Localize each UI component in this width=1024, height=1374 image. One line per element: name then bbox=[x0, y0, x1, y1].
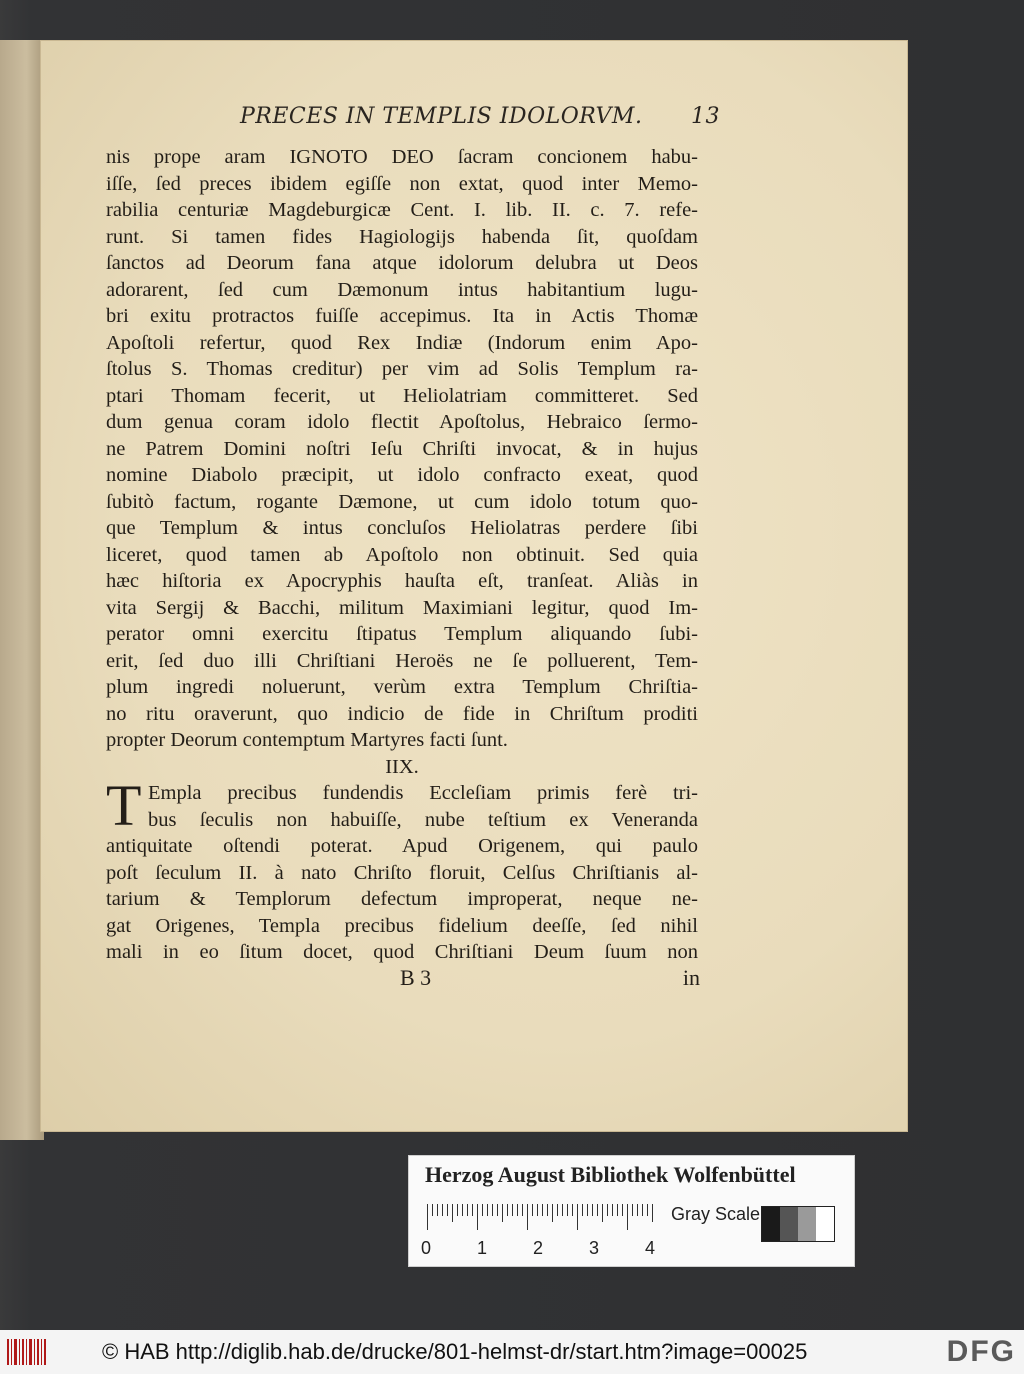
ruler-tick bbox=[522, 1204, 523, 1216]
ruler-tick bbox=[562, 1204, 563, 1216]
ruler-tick bbox=[577, 1204, 578, 1230]
ruler-tick bbox=[647, 1204, 648, 1216]
section-paragraph bbox=[106, 773, 698, 966]
text-line: ſanctos ad Deorum fana atque idolorum delubra ut Deos bbox=[106, 252, 698, 274]
catchword: in bbox=[682, 965, 700, 990]
text-line: rabilia centuriæ Magdeburgicæ Cent. I. lib. II. c. 7. refe- bbox=[106, 199, 698, 221]
barcode-icon bbox=[6, 1337, 48, 1367]
running-head-title: PRECES IN TEMPLIS IDOLORVM. bbox=[240, 104, 643, 129]
ruler-tick bbox=[477, 1204, 478, 1230]
ruler-tick bbox=[632, 1204, 633, 1216]
text-line: propter Deorum contemptum Martyres facti ſunt. bbox=[106, 729, 508, 751]
book-page bbox=[40, 40, 908, 1132]
ruler-tick bbox=[482, 1204, 483, 1216]
ruler-tick bbox=[587, 1204, 588, 1216]
text-line: ſtolus S. Thomas creditur) per vim ad Solis Templum ra- bbox=[106, 358, 698, 380]
ruler-tick bbox=[527, 1204, 528, 1230]
text-line: que Templum & intus concluſos Heliolatras perdere ſibi bbox=[106, 517, 698, 539]
ruler-tick bbox=[637, 1204, 638, 1216]
signature-mark: B 3 bbox=[400, 965, 432, 990]
ruler-tick bbox=[627, 1204, 628, 1230]
ruler-tick bbox=[582, 1204, 583, 1216]
ruler-tick bbox=[502, 1204, 503, 1222]
ruler-number: 4 bbox=[645, 1238, 656, 1258]
dfg-logo: DFG bbox=[946, 1335, 1016, 1368]
text-line: tarium & Templorum defectum improperat, neque ne- bbox=[106, 888, 698, 910]
ruler-tick bbox=[512, 1204, 513, 1216]
text-line: gat Origenes, Templa precibus fidelium deeſſe, ſed nihil bbox=[106, 914, 698, 937]
text-line: erit, ſed duo illi Chriſtiani Heroës ne ſe polluerent, Tem- bbox=[106, 649, 698, 672]
text-line: nomine Diabolo præcipit, ut idolo confracto exeat, quod bbox=[106, 464, 698, 486]
ruler-tick bbox=[652, 1204, 653, 1222]
text-line: adorarent, ſed cum Dæmonum intus habitantium lugu- bbox=[106, 278, 698, 301]
ruler-tick bbox=[642, 1204, 643, 1216]
ruler-tick bbox=[427, 1204, 428, 1230]
page-body bbox=[106, 144, 698, 966]
text-line: plum ingredi noluerunt, verùm extra Templum Chriſtia- bbox=[106, 676, 698, 698]
ruler-number: 0 bbox=[421, 1238, 432, 1258]
text-line: perator omni exercitu ſtipatus Templum aliquando ſubi- bbox=[106, 623, 698, 645]
ruler-tick bbox=[457, 1204, 458, 1216]
text-line: antiquitate oſtendi poterat. Apud Origenem, qui paulo bbox=[106, 835, 698, 857]
ruler-numbers bbox=[421, 1238, 681, 1262]
ruler-tick bbox=[472, 1204, 473, 1216]
ruler-tick bbox=[547, 1204, 548, 1216]
ruler-tick bbox=[467, 1204, 468, 1216]
text-line: ſubitò factum, rogante Dæmone, ut cum idolo totum quo- bbox=[106, 490, 698, 513]
text-line: dum genua coram idolo flectit Apoſtolus, Hebraico ſermo- bbox=[106, 411, 698, 433]
ruler-tick bbox=[592, 1204, 593, 1216]
ruler-tick bbox=[442, 1204, 443, 1216]
ruler-tick bbox=[492, 1204, 493, 1216]
gray-scale-label: Gray Scale bbox=[671, 1204, 761, 1224]
copyright-url[interactable]: © HAB http://diglib.hab.de/drucke/801-helmst-dr/start.htm?image=00025 bbox=[102, 1339, 808, 1364]
page-foot bbox=[400, 965, 700, 995]
text-line: ptari Thomam fecerit, ut Heliolatriam committeret. Sed bbox=[106, 384, 698, 407]
ruler-tick bbox=[622, 1204, 623, 1216]
ruler-tick bbox=[542, 1204, 543, 1216]
ruler-tick bbox=[567, 1204, 568, 1216]
drop-cap: T bbox=[106, 773, 142, 838]
binding-edge bbox=[0, 40, 44, 1140]
ruler-tick bbox=[432, 1204, 433, 1216]
text-line: bus ſeculis non habuiſſe, nube teſtium ex Veneranda bbox=[148, 808, 698, 831]
gray-swatch bbox=[798, 1207, 816, 1241]
ruler-tick bbox=[597, 1204, 598, 1216]
running-head bbox=[240, 104, 720, 144]
text-line: liceret, quod tamen ab Apoſtolo non obtinuit. Sed quia bbox=[106, 543, 698, 566]
paragraph-continued bbox=[106, 144, 698, 754]
ruler-tick bbox=[607, 1204, 608, 1216]
library-label-card bbox=[408, 1155, 855, 1267]
ruler-tick bbox=[552, 1204, 553, 1222]
library-name: Herzog August Bibliothek Wolfenbüttel bbox=[425, 1162, 796, 1187]
page-number: 13 bbox=[691, 104, 720, 129]
gray-scale-swatches bbox=[761, 1206, 835, 1242]
ruler-number: 1 bbox=[477, 1238, 488, 1258]
ruler-tick bbox=[447, 1204, 448, 1216]
ruler-tick bbox=[437, 1204, 438, 1216]
ruler-tick bbox=[497, 1204, 498, 1216]
gray-swatch bbox=[780, 1207, 798, 1241]
ruler-tick bbox=[602, 1204, 603, 1222]
section-number: IIX. bbox=[385, 755, 419, 778]
ruler-tick bbox=[617, 1204, 618, 1216]
ruler-tick bbox=[487, 1204, 488, 1216]
text-line: poſt ſeculum II. à nato Chriſto floruit, Celſus Chriſtianis al- bbox=[106, 861, 698, 884]
ruler-number: 3 bbox=[589, 1238, 600, 1258]
text-line: nis prope aram IGNOTO DEO ſacram concionem habu- bbox=[106, 146, 698, 168]
text-line: Empla precibus fundendis Eccleſiam primis ferè tri- bbox=[148, 782, 698, 804]
text-line: no ritu oraverunt, quo indicio de fide in Chriſtum proditi bbox=[106, 702, 698, 725]
ruler-tick bbox=[557, 1204, 558, 1216]
ruler-tick bbox=[517, 1204, 518, 1216]
ruler-tick bbox=[462, 1204, 463, 1216]
ruler-tick bbox=[452, 1204, 453, 1222]
text-line: ne Patrem Domini noſtri Ieſu Chriſti invocat, & in hujus bbox=[106, 437, 698, 460]
text-line: runt. Si tamen fides Hagiologijs habenda ſit, quoſdam bbox=[106, 225, 698, 248]
text-line: bri exitu protractos fuiſſe accepimus. Ita in Actis Thomæ bbox=[106, 305, 698, 327]
text-line: vita Sergij & Bacchi, militum Maximiani legitur, quod Im- bbox=[106, 596, 698, 619]
text-line: mali in eo ſitum docet, quod Chriſtiani Deum ſuum non bbox=[106, 941, 698, 963]
text-line: hæc hiſtoria ex Apocryphis hauſta eſt, tranſeat. Aliàs in bbox=[106, 570, 698, 592]
ruler-tick bbox=[537, 1204, 538, 1216]
viewer-footer bbox=[0, 1330, 1024, 1374]
text-line: iſſe, ſed preces ibidem egiſſe non extat, quod inter Memo- bbox=[106, 172, 698, 195]
ruler-tick bbox=[612, 1204, 613, 1216]
gray-swatch bbox=[762, 1207, 780, 1241]
ruler-tick bbox=[507, 1204, 508, 1216]
ruler-number: 2 bbox=[533, 1238, 544, 1258]
ruler-tick bbox=[532, 1204, 533, 1216]
text-line: Apoſtoli refertur, quod Rex Indiæ (Indorum enim Apo- bbox=[106, 331, 698, 354]
gray-swatch bbox=[816, 1207, 834, 1241]
scale-ruler bbox=[427, 1204, 657, 1232]
ruler-tick bbox=[572, 1204, 573, 1216]
